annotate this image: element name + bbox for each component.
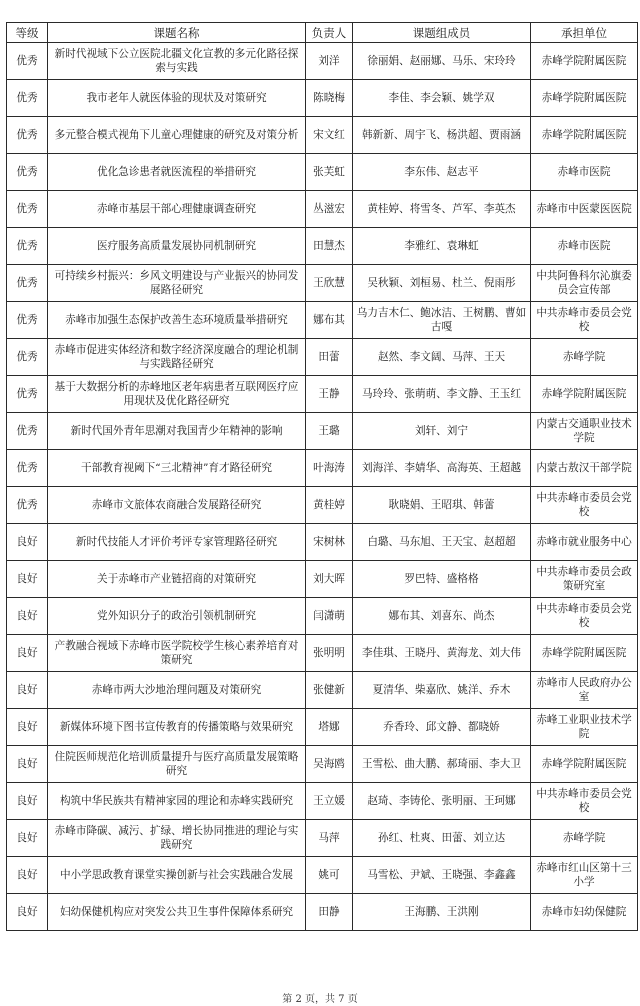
title-cell: 多元整合模式视角下儿童心理健康的研究及对策分析 bbox=[48, 117, 306, 154]
title-cell: 妇幼保健机构应对突发公共卫生事件保障体系研究 bbox=[48, 894, 306, 931]
header-grade: 等级 bbox=[7, 23, 48, 43]
leader-cell: 张明明 bbox=[306, 635, 353, 672]
table-row bbox=[7, 265, 638, 302]
table-row bbox=[7, 746, 638, 783]
members-cell: 马玲玲、张萌萌、李文静、王玉红 bbox=[353, 376, 531, 413]
unit-cell: 赤峰学院附属医院 bbox=[531, 80, 638, 117]
leader-cell: 吴海鸥 bbox=[306, 746, 353, 783]
members-cell: 李雅红、袁琳虹 bbox=[353, 228, 531, 265]
table-row bbox=[7, 561, 638, 598]
title-cell: 关于赤峰市产业链招商的对策研究 bbox=[48, 561, 306, 598]
grade-cell: 良好 bbox=[7, 820, 48, 857]
unit-cell: 赤峰学院 bbox=[531, 339, 638, 376]
title-cell: 赤峰市加强生态保护改善生态环境质量举措研究 bbox=[48, 302, 306, 339]
table-row bbox=[7, 413, 638, 450]
grade-cell: 优秀 bbox=[7, 228, 48, 265]
table-row bbox=[7, 894, 638, 931]
unit-cell: 赤峰市医院 bbox=[531, 228, 638, 265]
leader-cell: 姚可 bbox=[306, 857, 353, 894]
grade-cell: 优秀 bbox=[7, 450, 48, 487]
header-members: 课题组成员 bbox=[353, 23, 531, 43]
leader-cell: 宋树林 bbox=[306, 524, 353, 561]
grade-cell: 良好 bbox=[7, 894, 48, 931]
title-cell: 党外知识分子的政治引领机制研究 bbox=[48, 598, 306, 635]
table-row bbox=[7, 191, 638, 228]
grade-cell: 良好 bbox=[7, 857, 48, 894]
unit-cell: 赤峰学院 bbox=[531, 820, 638, 857]
members-cell: 王雪松、曲大鹏、郝琦丽、李大卫 bbox=[353, 746, 531, 783]
title-cell: 赤峰市文旅体农商融合发展路径研究 bbox=[48, 487, 306, 524]
members-cell: 耿晓娟、王昭琪、韩蕾 bbox=[353, 487, 531, 524]
members-cell: 罗巴特、盛格格 bbox=[353, 561, 531, 598]
unit-cell: 中共赤峰市委员会党校 bbox=[531, 487, 638, 524]
members-cell: 李佳、李会颖、姚学双 bbox=[353, 80, 531, 117]
unit-cell: 中共赤峰市委员会政策研究室 bbox=[531, 561, 638, 598]
members-cell: 徐丽娟、赵丽娜、马乐、宋玲玲 bbox=[353, 43, 531, 80]
members-cell: 吴秋颖、刘桓易、杜兰、倪雨彤 bbox=[353, 265, 531, 302]
table-row bbox=[7, 228, 638, 265]
members-cell: 刘海洋、李婧华、高海英、王超越 bbox=[353, 450, 531, 487]
title-cell: 新时代技能人才评价考评专家管理路径研究 bbox=[48, 524, 306, 561]
title-cell: 优化急诊患者就医流程的举措研究 bbox=[48, 154, 306, 191]
leader-cell: 黄桂婷 bbox=[306, 487, 353, 524]
title-cell: 新时代视域下公立医院北疆文化宣教的多元化路径探索与实践 bbox=[48, 43, 306, 80]
grade-cell: 良好 bbox=[7, 783, 48, 820]
title-cell: 赤峰市降碳、减污、扩绿、增长协同推进的理论与实践研究 bbox=[48, 820, 306, 857]
unit-cell: 赤峰市医院 bbox=[531, 154, 638, 191]
grade-cell: 良好 bbox=[7, 598, 48, 635]
members-cell: 马雪松、尹斌、王晓强、李鑫鑫 bbox=[353, 857, 531, 894]
table-row bbox=[7, 154, 638, 191]
unit-cell: 中共赤峰市委员会党校 bbox=[531, 598, 638, 635]
members-cell: 孙红、杜爽、田蕾、刘立达 bbox=[353, 820, 531, 857]
table-header-row bbox=[7, 23, 638, 43]
grade-cell: 优秀 bbox=[7, 43, 48, 80]
leader-cell: 娜布其 bbox=[306, 302, 353, 339]
table-row bbox=[7, 635, 638, 672]
leader-cell: 王立媛 bbox=[306, 783, 353, 820]
grade-cell: 优秀 bbox=[7, 80, 48, 117]
title-cell: 中小学思政教育课堂实操创新与社会实践融合发展 bbox=[48, 857, 306, 894]
unit-cell: 赤峰市就业服务中心 bbox=[531, 524, 638, 561]
members-cell: 乔香玲、邱文静、都晓娇 bbox=[353, 709, 531, 746]
leader-cell: 马萍 bbox=[306, 820, 353, 857]
members-cell: 王海鹏、王洪刚 bbox=[353, 894, 531, 931]
leader-cell: 刘大晖 bbox=[306, 561, 353, 598]
title-cell: 住院医师规范化培训质量提升与医疗高质量发展策略研究 bbox=[48, 746, 306, 783]
unit-cell: 中共阿鲁科尔沁旗委员会宣传部 bbox=[531, 265, 638, 302]
unit-cell: 赤峰学院附属医院 bbox=[531, 376, 638, 413]
header-leader: 负责人 bbox=[306, 23, 353, 43]
title-cell: 赤峰市基层干部心理健康调查研究 bbox=[48, 191, 306, 228]
grade-cell: 良好 bbox=[7, 709, 48, 746]
title-cell: 基于大数据分析的赤峰地区老年病患者互联网医疗应用现状及优化路径研究 bbox=[48, 376, 306, 413]
unit-cell: 赤峰学院附属医院 bbox=[531, 635, 638, 672]
grade-cell: 优秀 bbox=[7, 302, 48, 339]
grade-cell: 优秀 bbox=[7, 191, 48, 228]
table-row bbox=[7, 524, 638, 561]
document-page bbox=[6, 22, 637, 931]
unit-cell: 中共赤峰市委员会党校 bbox=[531, 783, 638, 820]
unit-cell: 赤峰市人民政府办公室 bbox=[531, 672, 638, 709]
table-row bbox=[7, 43, 638, 80]
table-row bbox=[7, 672, 638, 709]
table-row bbox=[7, 339, 638, 376]
leader-cell: 陈晓梅 bbox=[306, 80, 353, 117]
title-cell: 干部教育视阈下“三北精神”育才路径研究 bbox=[48, 450, 306, 487]
title-cell: 产教融合视域下赤峰市医学院校学生核心素养培育对策研究 bbox=[48, 635, 306, 672]
leader-cell: 张健新 bbox=[306, 672, 353, 709]
members-cell: 白璐、马东旭、王天宝、赵超超 bbox=[353, 524, 531, 561]
title-cell: 可持续乡村振兴：乡风文明建设与产业振兴的协同发展路径研究 bbox=[48, 265, 306, 302]
members-cell: 夏清华、柴嘉欣、姚洋、乔木 bbox=[353, 672, 531, 709]
unit-cell: 内蒙古敖汉干部学院 bbox=[531, 450, 638, 487]
table-row bbox=[7, 783, 638, 820]
grade-cell: 优秀 bbox=[7, 376, 48, 413]
table-row bbox=[7, 487, 638, 524]
unit-cell: 赤峰工业职业技术学院 bbox=[531, 709, 638, 746]
grade-cell: 良好 bbox=[7, 672, 48, 709]
unit-cell: 中共赤峰市委员会党校 bbox=[531, 302, 638, 339]
title-cell: 构筑中华民族共有精神家园的理论和赤峰实践研究 bbox=[48, 783, 306, 820]
project-table bbox=[6, 22, 638, 931]
leader-cell: 叶海涛 bbox=[306, 450, 353, 487]
members-cell: 李佳琪、王晓丹、黄海龙、刘大伟 bbox=[353, 635, 531, 672]
members-cell: 刘轩、刘宁 bbox=[353, 413, 531, 450]
leader-cell: 闫潇萌 bbox=[306, 598, 353, 635]
grade-cell: 良好 bbox=[7, 746, 48, 783]
unit-cell: 赤峰学院附属医院 bbox=[531, 746, 638, 783]
members-cell: 赵然、李文阔、马萍、王天 bbox=[353, 339, 531, 376]
leader-cell: 王璐 bbox=[306, 413, 353, 450]
members-cell: 韩新新、周宇飞、杨洪超、贾雨涵 bbox=[353, 117, 531, 154]
table-row bbox=[7, 450, 638, 487]
unit-cell: 赤峰市中医蒙医医院 bbox=[531, 191, 638, 228]
grade-cell: 良好 bbox=[7, 561, 48, 598]
title-cell: 赤峰市促进实体经济和数字经济深度融合的理论机制与实践路径研究 bbox=[48, 339, 306, 376]
leader-cell: 宋文红 bbox=[306, 117, 353, 154]
table-row bbox=[7, 598, 638, 635]
members-cell: 乌力吉木仁、鲍冰洁、王树鹏、曹如古嘎 bbox=[353, 302, 531, 339]
members-cell: 赵琦、李铸伦、张明丽、王珂娜 bbox=[353, 783, 531, 820]
leader-cell: 刘洋 bbox=[306, 43, 353, 80]
leader-cell: 张芙虹 bbox=[306, 154, 353, 191]
table-row bbox=[7, 80, 638, 117]
leader-cell: 塔娜 bbox=[306, 709, 353, 746]
title-cell: 新时代国外青年思潮对我国青少年精神的影响 bbox=[48, 413, 306, 450]
unit-cell: 赤峰学院附属医院 bbox=[531, 117, 638, 154]
grade-cell: 优秀 bbox=[7, 117, 48, 154]
leader-cell: 王静 bbox=[306, 376, 353, 413]
table-row bbox=[7, 376, 638, 413]
header-title: 课题名称 bbox=[48, 23, 306, 43]
grade-cell: 良好 bbox=[7, 635, 48, 672]
page-number: 第 2 页，共 7 页 bbox=[282, 994, 358, 1005]
leader-cell: 王欣慧 bbox=[306, 265, 353, 302]
table-row bbox=[7, 857, 638, 894]
header-unit: 承担单位 bbox=[531, 23, 638, 43]
unit-cell: 赤峰市红山区第十三小学 bbox=[531, 857, 638, 894]
members-cell: 黄桂婷、将雪冬、芦军、李英杰 bbox=[353, 191, 531, 228]
members-cell: 李东伟、赵志平 bbox=[353, 154, 531, 191]
leader-cell: 田慧杰 bbox=[306, 228, 353, 265]
unit-cell: 赤峰学院附属医院 bbox=[531, 43, 638, 80]
title-cell: 新媒体环境下图书宣传教育的传播策略与效果研究 bbox=[48, 709, 306, 746]
title-cell: 我市老年人就医体验的现状及对策研究 bbox=[48, 80, 306, 117]
unit-cell: 内蒙古交通职业技术学院 bbox=[531, 413, 638, 450]
grade-cell: 优秀 bbox=[7, 265, 48, 302]
grade-cell: 优秀 bbox=[7, 339, 48, 376]
table-row bbox=[7, 302, 638, 339]
table-row bbox=[7, 820, 638, 857]
table-row bbox=[7, 709, 638, 746]
leader-cell: 田静 bbox=[306, 894, 353, 931]
table-row bbox=[7, 117, 638, 154]
members-cell: 娜布其、刘喜东、尚杰 bbox=[353, 598, 531, 635]
leader-cell: 丛滋宏 bbox=[306, 191, 353, 228]
table-body bbox=[7, 43, 638, 931]
title-cell: 赤峰市两大沙地治理问题及对策研究 bbox=[48, 672, 306, 709]
grade-cell: 优秀 bbox=[7, 487, 48, 524]
grade-cell: 优秀 bbox=[7, 154, 48, 191]
grade-cell: 良好 bbox=[7, 524, 48, 561]
title-cell: 医疗服务高质量发展协同机制研究 bbox=[48, 228, 306, 265]
unit-cell: 赤峰市妇幼保健院 bbox=[531, 894, 638, 931]
leader-cell: 田蕾 bbox=[306, 339, 353, 376]
grade-cell: 优秀 bbox=[7, 413, 48, 450]
